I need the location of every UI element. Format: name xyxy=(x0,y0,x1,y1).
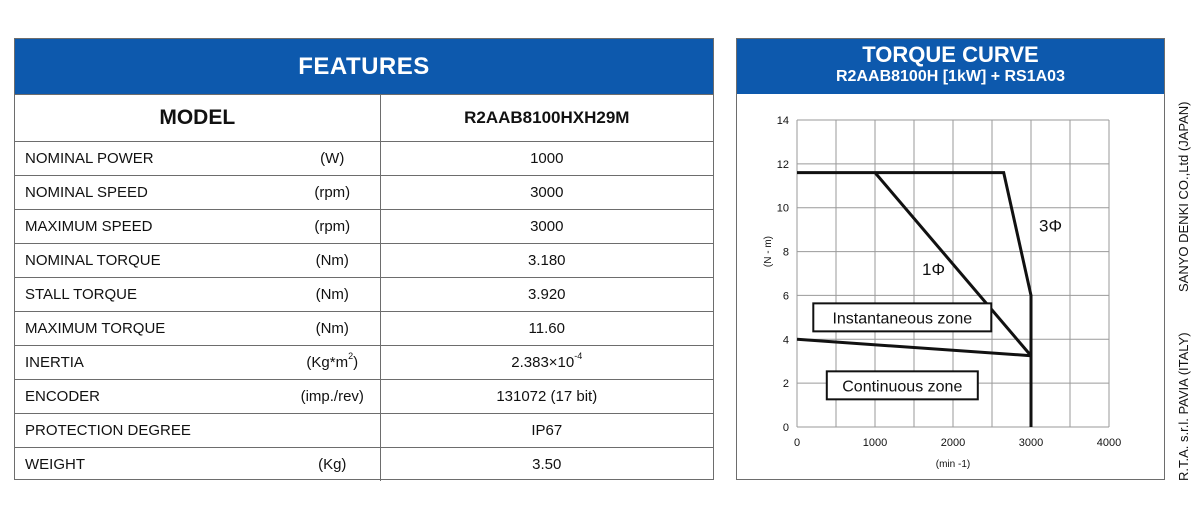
row-label: NOMINAL TORQUE xyxy=(15,244,285,278)
row-unit: (rpm) xyxy=(285,176,380,210)
row-unit: (imp./rev) xyxy=(285,380,380,414)
row-unit: (Kg) xyxy=(285,448,380,482)
torque-title: TORQUE CURVE xyxy=(862,42,1039,67)
y-tick-label: 2 xyxy=(782,378,789,391)
row-label: STALL TORQUE xyxy=(15,278,285,312)
y-tick-label: 8 xyxy=(782,246,789,259)
value-sup: -4 xyxy=(574,351,583,361)
row-value: 3.180 xyxy=(380,244,713,278)
row-unit: (Nm) xyxy=(285,278,380,312)
x-tick-label: 3000 xyxy=(1018,437,1044,449)
table-row xyxy=(15,448,713,482)
table-row xyxy=(15,176,713,210)
value-main: 2.383×10 xyxy=(511,354,575,371)
row-unit xyxy=(285,414,380,448)
side-note-bottom: R.T.A. s.r.l. PAVIA (ITALY) xyxy=(1176,332,1191,481)
y-tick-label: 0 xyxy=(782,422,789,434)
row-value: 3000 xyxy=(380,210,713,244)
table-row xyxy=(15,210,713,244)
side-note xyxy=(1170,97,1196,482)
row-label: INERTIA xyxy=(15,346,285,380)
model-label: MODEL xyxy=(15,95,380,142)
x-tick-label: 1000 xyxy=(862,437,888,449)
row-label: WEIGHT xyxy=(15,448,285,482)
zone-label: Continuous zone xyxy=(842,378,963,396)
table-row xyxy=(15,414,713,448)
row-unit xyxy=(285,346,380,380)
x-tick-label: 2000 xyxy=(940,437,966,449)
table-row xyxy=(15,380,713,414)
row-label: MAXIMUM TORQUE xyxy=(15,312,285,346)
row-unit: (Nm) xyxy=(285,312,380,346)
unit-sup: 2 xyxy=(348,351,354,361)
y-tick-label: 6 xyxy=(782,290,789,303)
x-tick-label: 0 xyxy=(793,437,801,449)
y-tick-label: 4 xyxy=(782,334,789,347)
row-value: 1000 xyxy=(380,142,713,176)
row-label: NOMINAL POWER xyxy=(15,142,285,176)
torque-chart xyxy=(737,94,1164,479)
row-unit: (Nm) xyxy=(285,244,380,278)
row-label: ENCODER xyxy=(15,380,285,414)
unit-main: (Kg*m xyxy=(306,354,349,371)
row-value: 11.60 xyxy=(380,312,713,346)
unit-end: ) xyxy=(353,354,359,371)
row-label: MAXIMUM SPEED xyxy=(15,210,285,244)
row-label: NOMINAL SPEED xyxy=(15,176,285,210)
x-tick-label: 4000 xyxy=(1096,437,1122,449)
row-value: 3000 xyxy=(380,176,713,210)
y-tick-label: 12 xyxy=(776,158,789,171)
side-note-top: SANYO DENKI CO.,Ltd (JAPAN) xyxy=(1176,101,1191,292)
model-value: R2AAB8100HXH29M xyxy=(380,95,713,142)
table-row xyxy=(15,244,713,278)
y-tick-label: 14 xyxy=(776,115,789,127)
features-title: FEATURES xyxy=(15,39,713,94)
features-table xyxy=(15,94,713,481)
model-row xyxy=(15,95,713,142)
series-label: 1Φ xyxy=(921,260,946,280)
torque-banner xyxy=(737,39,1164,94)
table-row xyxy=(15,346,713,380)
torque-subtitle: R2AAB8100H [1kW] + RS1A03 xyxy=(836,68,1065,85)
row-label: PROTECTION DEGREE xyxy=(15,414,285,448)
row-unit: (W) xyxy=(285,142,380,176)
x-axis-label: (min -1) xyxy=(935,459,971,470)
series-label: 3Φ xyxy=(1038,216,1063,236)
row-value: 3.50 xyxy=(380,448,713,482)
zone-label: Instantaneous zone xyxy=(832,310,973,328)
row-unit: (rpm) xyxy=(285,210,380,244)
y-tick-label: 10 xyxy=(776,202,789,215)
y-axis-label: (N - m) xyxy=(763,236,774,268)
torque-panel xyxy=(736,38,1165,480)
table-row xyxy=(15,142,713,176)
row-value: IP67 xyxy=(380,414,713,448)
row-value: 3.920 xyxy=(380,278,713,312)
row-value xyxy=(380,346,713,380)
table-row xyxy=(15,278,713,312)
features-panel xyxy=(14,38,714,480)
row-value: 131072 (17 bit) xyxy=(380,380,713,414)
table-row xyxy=(15,312,713,346)
